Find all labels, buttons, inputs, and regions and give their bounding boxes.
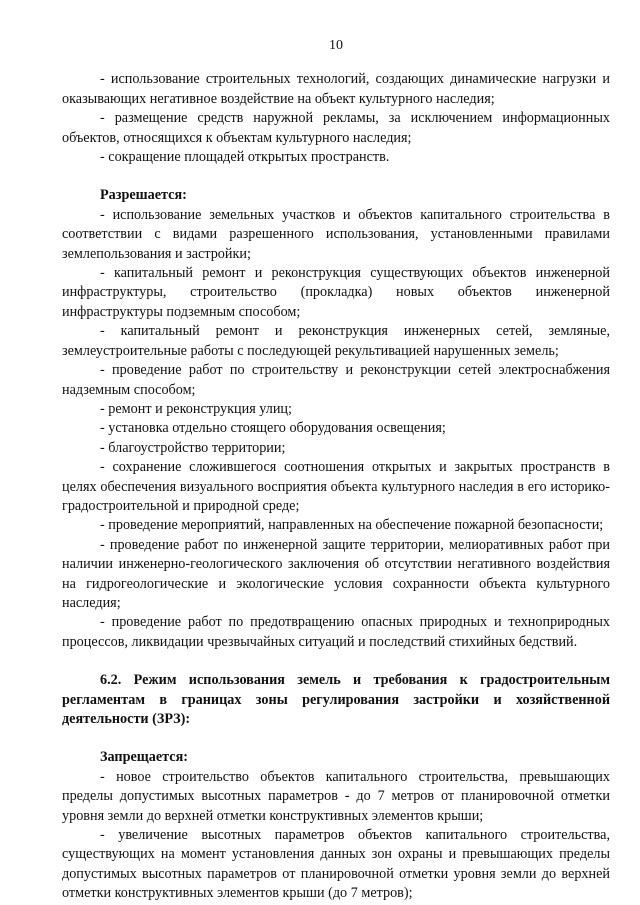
prohibited-item: - увеличение высотных параметров объектов капитального строительства, существующих на момент установления данных зон охраны и превышающих пределы допустимых высотных параметров от планировочной отметки уровня земли до верхней отметки конструктивных элементов крыши (до 7 метров); xyxy=(62,827,610,902)
section-title: 6.2. Режим использования земель и требования к градостроительным регламентам в границах зоны регулирования застройки и хозяйственной деятельности (ЗРЗ): xyxy=(62,672,610,727)
allowed-item: - благоустройство территории; xyxy=(100,439,286,456)
restriction-item: - размещение средств наружной рекламы, за исключением информационных объектов, относящихся к объектам культурного наследия; xyxy=(62,110,610,146)
allowed-item: - капитальный ремонт и реконструкция инженерных сетей, земляные, землеустроительные работы с последующей рекультивацией нарушенных земель; xyxy=(62,323,610,359)
restriction-item: - использование строительных технологий, создающих динамические нагрузки и оказывающих негативное воздействие на объект культурного наследия; xyxy=(62,71,610,107)
page-number: 10 xyxy=(329,38,343,53)
document-page xyxy=(62,36,610,904)
allowed-item: - капитальный ремонт и реконструкция существующих объектов инженерной инфраструктуры, строительство (прокладка) новых объектов инженерной инфраструктуры подземным способом; xyxy=(62,265,610,320)
allowed-item: - использование земельных участков и объектов капитального строительства в соответствии с видами разрешенного использования, установленными правилами землепользования и застройки; xyxy=(62,206,610,262)
allowed-item: - проведение мероприятий, направленных на обеспечение пожарной безопасности; xyxy=(100,517,604,534)
prohibited-heading: Запрещается: xyxy=(100,749,188,766)
allowed-item: - проведение работ по предотвращению опасных природных и техноприродных процессов, ликвидации чрезвычайных ситуаций и последствий стихийных бедствий. xyxy=(62,614,610,650)
allowed-item: - установка отдельно стоящего оборудования освещения; xyxy=(100,420,446,437)
allowed-item: - ремонт и реконструкция улиц; xyxy=(100,400,292,417)
allowed-heading: Разрешается: xyxy=(100,187,187,204)
allowed-item: - проведение работ по инженерной защите территории, мелиоративных работ при наличии инженерно-геологического заключения об отсутствии негативного воздействия на гидрогеологические и экологические условия сохранности объекта культурного наследия; xyxy=(62,536,610,611)
allowed-item: - проведение работ по строительству и реконструкции сетей электроснабжения надземным способом; xyxy=(62,362,610,398)
allowed-item: - сохранение сложившегося соотношения открытых и закрытых пространств в целях обеспечения визуального восприятия объекта культурного наследия в его историко-градостроительной и природной среде; xyxy=(62,459,610,514)
restriction-item: - сокращение площадей открытых пространств. xyxy=(100,149,390,166)
prohibited-item: - новое строительство объектов капитального строительства, превышающих пределы допустимых высотных параметров - до 7 метров от планировочной отметки уровня земли до верхней отметки конструктивных элементов крыши; xyxy=(62,768,610,824)
